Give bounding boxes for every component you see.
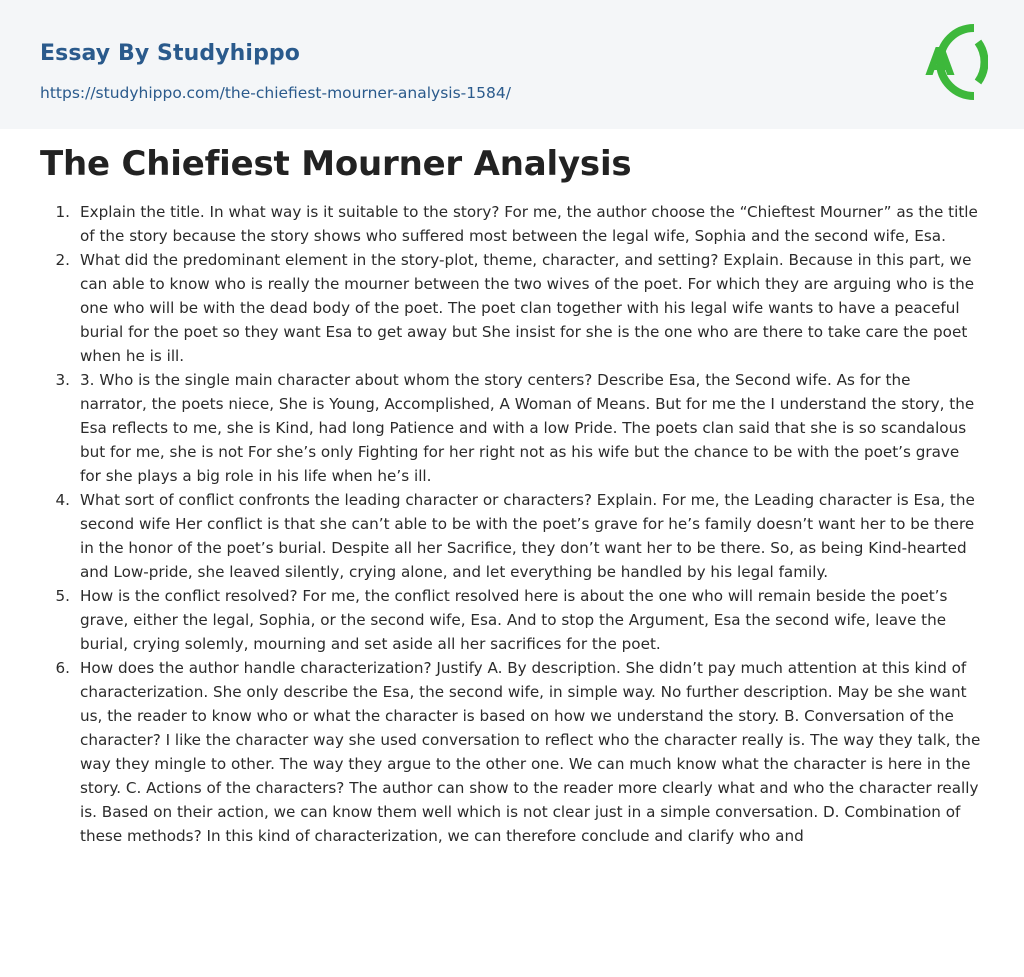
list-item xyxy=(40,368,982,488)
item-text: What sort of conflict confronts the leading character or characters? Explain. For me, the Leading character is Esa, the second wife Her conflict is that she can’t able to be with the poet’s grave for he’s family doesn’t want her to be there in the honor of the poet’s burial. Despite all her Sacrifice, they don’t want her to be there. So, as being Kind-hearted and Low-pride, she leaved silently, crying alone, and let everything be handled by his legal family. xyxy=(80,491,975,581)
studyhippo-logo-icon[interactable] xyxy=(908,18,988,106)
item-number: 6. xyxy=(55,659,70,677)
item-number: 1. xyxy=(55,203,70,221)
list-item xyxy=(40,584,982,656)
list-item xyxy=(40,656,982,848)
source-url-link[interactable]: https://studyhippo.com/the-chiefiest-mourner-analysis-1584/ xyxy=(40,84,511,102)
site-title[interactable]: Essay By Studyhippo xyxy=(40,41,300,66)
list-item xyxy=(40,248,982,368)
item-text: 3. Who is the single main character about whom the story centers? Describe Esa, the Second wife. As for the narrator, the poets niece, She is Young, Accomplished, A Woman of Means. But for me the I understand the story, the Esa reflects to me, she is Kind, had long Patience and with a low Pride. The poets clan said that she is so scandalous but for me, she is not For she’s only Fighting for her right not as his wife but the chance to be with the poet’s grave for she plays a big role in his life when he’s ill. xyxy=(80,371,975,485)
essay-content xyxy=(40,200,982,848)
logo-letter: A xyxy=(925,40,955,84)
question-list xyxy=(40,200,982,848)
item-text: What did the predominant element in the story-plot, theme, character, and setting? Explain. Because in this part, we can able to know who is really the mourner between the two wives of the poet. For which they are arguing who is the one who will be with the dead body of the poet. The poet clan together with his legal wife wants to have a peaceful burial for the poet so they want Esa to get away but She insist for she is the one who are there to take care the poet when he is ill. xyxy=(80,251,975,365)
item-number: 2. xyxy=(55,251,70,269)
item-number: 5. xyxy=(55,587,70,605)
item-number: 3. xyxy=(55,371,70,389)
page-title: The Chiefiest Mourner Analysis xyxy=(40,144,632,184)
item-text: How is the conflict resolved? For me, the conflict resolved here is about the one who will remain beside the poet’s grave, either the legal, Sophia, or the second wife, Esa. And to stop the Argument, Esa the second wife, leave the burial, crying solemly, mourning and set aside all her sacrifices for the poet. xyxy=(80,587,948,653)
site-header xyxy=(0,0,1024,129)
item-text: How does the author handle characterization? Justify A. By description. She didn’t pay much attention at this kind of characterization. She only describe the Esa, the second wife, in simple way. No further description. May be she want us, the reader to know who or what the character is based on how we understand the story. B. Conversation of the character? I like the character way she used conversation to reflect who the character really is. The way they talk, the way they mingle to other. The way they argue to the other one. We can much know what the character is here in the story. C. Actions of the characters? The author can show to the reader more clearly what and who the character really is. Based on their action, we can know them well which is not clear just in a simple conversation. D. Combination of these methods? In this kind of characterization, we can therefore conclude and clarify who and xyxy=(80,659,981,845)
list-item xyxy=(40,200,982,248)
item-text: Explain the title. In what way is it suitable to the story? For me, the author choose the “Chieftest Mourner” as the title of the story because the story shows who suffered most between the legal wife, Sophia and the second wife, Esa. xyxy=(80,203,978,245)
item-number: 4. xyxy=(55,491,70,509)
list-item xyxy=(40,488,982,584)
